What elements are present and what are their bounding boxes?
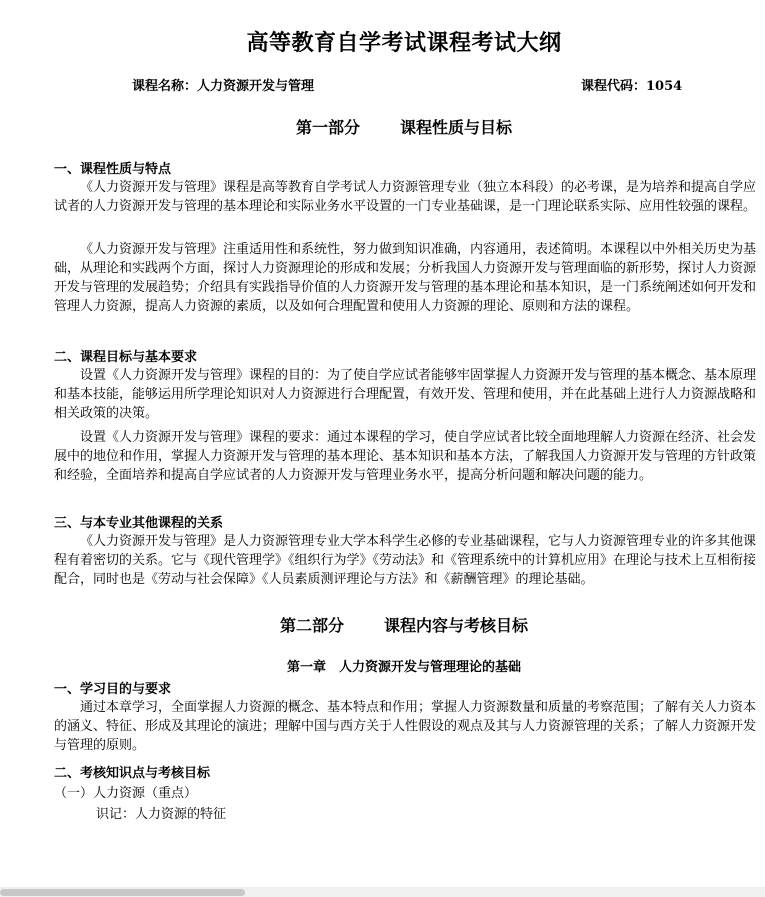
paragraph-study-goals: 通过本章学习，全面掌握人力资源的概念、基本特点和作用；掌握人力资源数量和质量的考察范围；了解有关人力资本的涵义、特征、形成及其理论的演进；理解中国与西方关于人性假设的观点及其与人力资源管理的关系；了解人力资源开发与管理的原则。 bbox=[54, 700, 757, 753]
section-heading-relations: 三、与本专业其他课程的关系 bbox=[54, 516, 224, 531]
scrollbar-thumb[interactable] bbox=[0, 889, 245, 896]
horizontal-scrollbar[interactable] bbox=[0, 887, 765, 897]
subsection-human-resources: （一）人力资源（重点） bbox=[54, 786, 198, 801]
course-code: 课程代码：1054 bbox=[581, 79, 683, 94]
part2-title: 课程内容与考核目标 bbox=[384, 616, 529, 635]
paragraph-goals-1: 设置《人力资源开发与管理》课程的目的：为了使自学应试者能够牢固掌握人力资源开发与管理的基本概念、基本原理和基本技能，能够运用所学理论知识对人力资源进行合理配置，有效开发、管理和使用，并在此基础上进行人力资源战略和相关政策的决策。 bbox=[54, 368, 757, 421]
paragraph-nature-2: 《人力资源开发与管理》注重适用性和系统性，努力做到知识准确，内容通用，表述简明。本课程以中外相关历史为基础，从理论和实践两个方面，探讨人力资源理论的形成和发展；分析我国人力资源开发与管理面临的新形势，探讨人力资源开发与管理的发展趋势；介绍具有实践指导价值的人力资源开发与管理的基本理论和基本知识，是一门系统阐述如何开发和管理人力资源，提高人力资源的素质，以及如何合理配置和使用人力资源的理论、原则和方法的课程。 bbox=[54, 242, 757, 314]
section-heading-nature: 一、课程性质与特点 bbox=[54, 162, 172, 177]
part1-heading bbox=[0, 115, 765, 138]
course-name: 课程名称：人力资源开发与管理 bbox=[132, 79, 315, 94]
paragraph-goals-2: 设置《人力资源开发与管理》课程的要求：通过本课程的学习，使自学应试者比较全面地理解人力资源在经济、社会发展中的地位和作用，掌握人力资源开发与管理的基本理论、基本知识和基本方法，了解我国人力资源开发与管理的方针政策和经验，全面培养和提高自学应试者的人力资源开发与管理业务水平，提高分析问题和解决问题的能力。 bbox=[54, 430, 757, 483]
paragraph-relations-1: 《人力资源开发与管理》是人力资源管理专业大学本科学生必修的专业基础课程，它与人力资源管理专业的许多其他课程有着密切的关系。它与《现代管理学》《组织行为学》《劳动法》和《管理系统中的计算机应用》在理论与技术上互相衔接配合，同时也是《劳动与社会保障》《人员素质测评理论与方法》和《薪酬管理》的理论基础。 bbox=[54, 534, 757, 587]
part2-heading bbox=[0, 613, 765, 636]
section-heading-assessment: 二、考核知识点与考核目标 bbox=[54, 766, 211, 781]
section-heading-goals: 二、课程目标与基本要求 bbox=[54, 350, 198, 365]
part1-title: 课程性质与目标 bbox=[400, 118, 513, 137]
document-title: 高等教育自学考试课程考试大纲 bbox=[246, 30, 562, 56]
section-heading-study-goals: 一、学习目的与要求 bbox=[54, 682, 172, 697]
paragraph-nature-1: 《人力资源开发与管理》课程是高等教育自学考试人力资源管理专业（独立本科段）的必考课，是为培养和提高自学应试者的人力资源开发与管理的基本理论和实际业务水平设置的一门专业基础课，是一门理论联系实际、应用性较强的课程。 bbox=[54, 180, 757, 214]
part2-label: 第二部分 bbox=[279, 616, 344, 635]
chapter-heading: 第一章 人力资源开发与管理理论的基础 bbox=[286, 660, 521, 675]
part1-label: 第一部分 bbox=[295, 118, 360, 137]
knowledge-item: 识记：人力资源的特征 bbox=[96, 807, 227, 822]
